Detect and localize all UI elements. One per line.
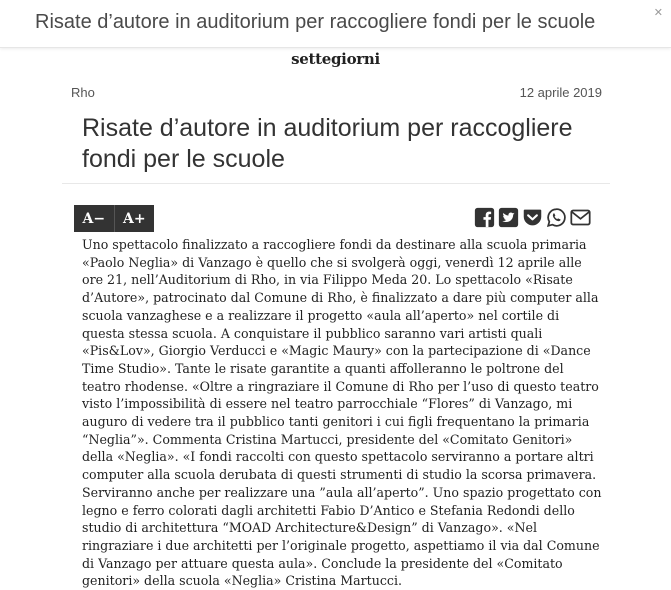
close-icon[interactable]: ✕ xyxy=(653,7,663,19)
site-logo[interactable]: settegiorni xyxy=(291,50,380,68)
article-section[interactable]: Rho xyxy=(71,85,95,100)
font-increase-button[interactable]: A+ xyxy=(114,205,155,232)
pocket-icon[interactable] xyxy=(522,207,543,228)
email-icon[interactable] xyxy=(570,207,591,228)
sticky-title-bar xyxy=(0,0,671,48)
article-body: Uno spettacolo finalizzato a raccogliere fondi da destinare alla scuola primaria «Paolo Neglia» di Vanzago è quello che si svolgerà oggi, venerdì 12 aprile alle ore 21, nell’Auditorium di Rho, in via Filippo Meda 20. Lo spettacolo «Risate d’Autore», patrocinato dal Comune di Rho, è finalizzato a dare più computer alla scuola vanzaghese e a realizzare il progetto «aula all’aperto» nel cortile di questa stessa scuola. A conquistare il pubblico saranno vari artisti quali «Pis&Lov», Giorgio Verducci e «Magic Maury» con la partecipazione di «Dance Time Studio». Tante le risate garantite a quanti affolleranno le poltrone del teatro rhodense. «Oltre a ringraziare il Comune di Rho per l’uso di questo teatro visto l’impossibilità di essere nel teatro parrocchiale “Flores” di Vanzago, mi auguro di vedere tra il pubblico tanti genitori i cui figli frequentano la primaria “Neglia”». Commenta Cristina Martucci, presidente del «Comitato Genitori» della «Neglia». «I fondi raccolti con questo spettacolo serviranno a portare altri computer alla scuola derubata di questi strumenti di studio la scorsa primavera. Serviranno anche per realizzare una ”aula all’aperto”. Uno spazio progettato con legno e ferro colorati dagli architetti Fabio D’Antico e Stefania Redondi dello studio di architettura “MOAD Architecture&Design” di Vanzago». «Nel ringraziare i due architetti per l’originale progetto, aspettiamo il via dal Comune di Vanzago per attuare questa aula». Conclude la presidente del «Comitato genitori» della scuola «Neglia» Cristina Martucci. xyxy=(82,237,602,589)
article-date: 12 aprile 2019 xyxy=(519,85,602,100)
whatsapp-icon[interactable] xyxy=(546,207,567,228)
twitter-icon[interactable] xyxy=(498,207,519,228)
font-size-controls xyxy=(74,205,154,232)
sticky-title: Risate d’autore in auditorium per raccogliere fondi per le scuole xyxy=(35,11,596,33)
share-bar xyxy=(474,207,591,228)
article-headline: Risate d’autore in auditorium per raccogliere fondi per le scuole xyxy=(82,114,573,173)
divider xyxy=(62,183,610,184)
font-decrease-button[interactable]: A− xyxy=(82,210,106,227)
facebook-icon[interactable] xyxy=(474,207,495,228)
